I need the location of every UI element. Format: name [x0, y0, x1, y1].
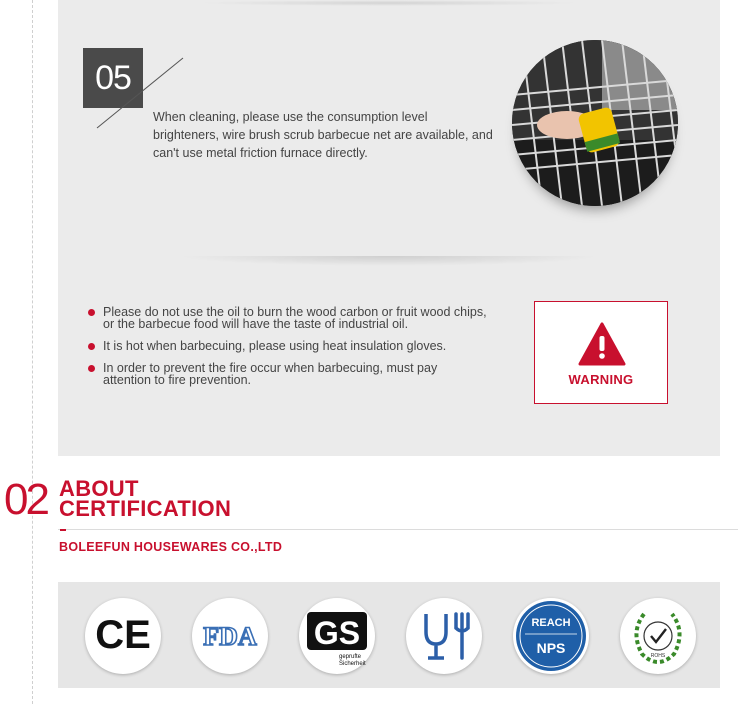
company-name: BOLEEFUN HOUSEWARES CO.,LTD: [59, 540, 283, 554]
fda-icon: [192, 598, 268, 674]
reach-nps-mark: [513, 598, 589, 674]
gs-sub2: Sicherheit: [339, 661, 366, 667]
gs-sub1: geprufte: [339, 654, 362, 660]
ce-mark: [85, 598, 161, 674]
section-title-line2: CERTIFICATION: [59, 496, 232, 521]
gs-text: GS: [313, 615, 361, 651]
nps-text: NPS: [536, 640, 566, 656]
rohs-text: ROHS: [650, 653, 666, 659]
rohs-laurel-icon: [620, 598, 696, 674]
warning-item: Please do not use the oil to burn the wood carbon or fruit wood chips, or the barbecue food will have the taste of industrial oil.: [88, 306, 488, 330]
warning-label: WARNING: [568, 372, 634, 387]
warning-badge: [534, 301, 668, 404]
food-safe-mark: [406, 598, 482, 674]
gs-icon: [299, 598, 375, 674]
reach-icon: [513, 598, 589, 674]
reach-text: REACH: [531, 617, 571, 629]
grill-cleaning-photo: [512, 40, 678, 206]
section-divider: [58, 529, 738, 530]
ce-text: CE: [95, 613, 151, 657]
section-accent-dash: [60, 529, 66, 531]
left-dashed-guide: [32, 0, 33, 704]
section-title: [59, 476, 232, 521]
ce-icon: [85, 598, 161, 674]
cleaning-tip-text: When cleaning, please use the consumption level brighteners, wire brush scrub barbecue net are available, and can't use metal friction furnace directly.: [153, 110, 493, 160]
warning-item: It is hot when barbecuing, please using heat insulation gloves.: [88, 340, 488, 352]
section-number: 02: [4, 475, 47, 524]
warning-triangle-icon: [578, 322, 626, 366]
glass-fork-icon: [406, 598, 482, 674]
fda-text: FDA: [203, 622, 257, 651]
grill-photo-illustration: [512, 40, 678, 206]
section-title-line1: ABOUT: [59, 476, 139, 501]
rohs-mark: [620, 598, 696, 674]
fda-mark: [192, 598, 268, 674]
step-number-box: 05: [83, 48, 143, 108]
gs-mark: [299, 598, 375, 674]
warning-list: [88, 306, 488, 396]
warning-item: In order to prevent the fire occur when barbecuing, must pay attention to fire prevention.: [88, 362, 488, 386]
